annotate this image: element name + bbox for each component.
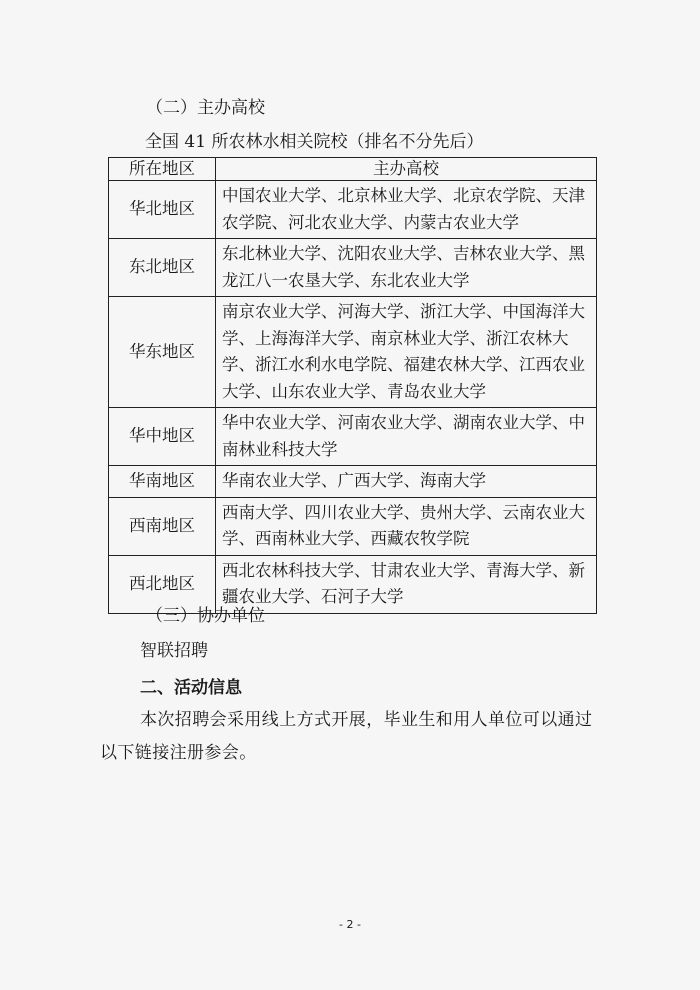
region-cell: 华中地区 <box>109 408 216 466</box>
table-row <box>109 181 597 239</box>
region-cell: 西南地区 <box>109 497 216 555</box>
table-row <box>109 239 597 297</box>
schools-cell: 南京农业大学、河海大学、浙江大学、中国海洋大学、上海海洋大学、南京林业大学、浙江农林大学、浙江水利水电学院、福建农林大学、江西农业大学、山东农业大学、青岛农业大学 <box>216 297 597 408</box>
co-organizer-name: 智联招聘 <box>140 641 208 661</box>
table-row <box>109 297 597 408</box>
co-organizer-heading: （三）协办单位 <box>146 606 265 626</box>
activity-heading: 二、活动信息 <box>140 678 242 698</box>
schools-cell: 华南农业大学、广西大学、海南大学 <box>216 466 597 498</box>
schools-cell: 西北农林科技大学、甘肃农业大学、青海大学、新疆农业大学、石河子大学 <box>216 555 597 613</box>
region-cell: 华南地区 <box>109 466 216 498</box>
region-cell: 华北地区 <box>109 181 216 239</box>
schools-cell: 华中农业大学、河南农业大学、湖南农业大学、中南林业科技大学 <box>216 408 597 466</box>
region-cell: 华东地区 <box>109 297 216 408</box>
table-row <box>109 408 597 466</box>
region-cell: 西北地区 <box>109 555 216 613</box>
schools-cell: 东北林业大学、沈阳农业大学、吉林农业大学、黑龙江八一农垦大学、东北农业大学 <box>216 239 597 297</box>
schools-cell: 西南大学、四川农业大学、贵州大学、云南农业大学、西南林业大学、西藏农牧学院 <box>216 497 597 555</box>
table-caption: 全国 41 所农林水相关院校（排名不分先后） <box>145 132 484 152</box>
schools-cell: 中国农业大学、北京林业大学、北京农学院、天津农学院、河北农业大学、内蒙古农业大学 <box>216 181 597 239</box>
region-cell: 东北地区 <box>109 239 216 297</box>
activity-paragraph: 本次招聘会采用线上方式开展，毕业生和用人单位可以通过以下链接注册参会。 <box>100 710 593 763</box>
sponsor-heading: （二）主办高校 <box>146 98 265 118</box>
host-schools-table <box>108 157 597 614</box>
header-region: 所在地区 <box>109 158 216 181</box>
table-row <box>109 497 597 555</box>
table-row <box>109 466 597 498</box>
table-header-row <box>109 158 597 181</box>
header-schools: 主办高校 <box>216 158 597 181</box>
page-number: - 2 - <box>339 918 361 931</box>
